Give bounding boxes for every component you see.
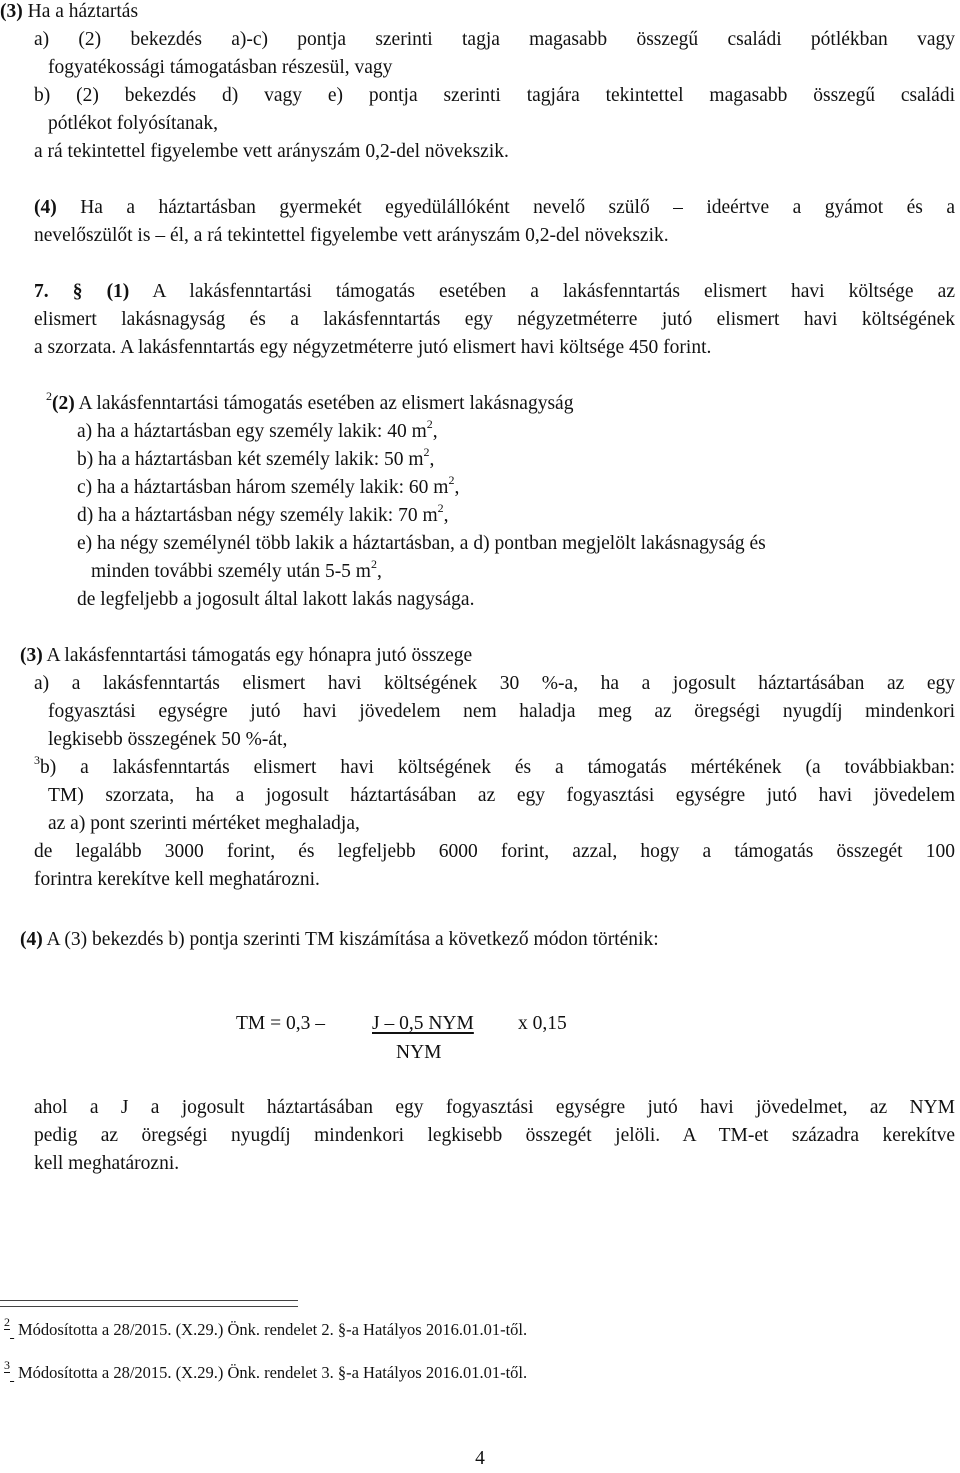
paragraph-line: fogyatékossági támogatásban részesül, vagy xyxy=(48,57,393,78)
paragraph-line: elismert lakásnagyság és a lakásfenntartás egy négyzetméterre jutó elismert havi költségének xyxy=(34,309,955,330)
formula-factor: x 0,15 xyxy=(518,1013,567,1034)
superscript: 2 xyxy=(370,557,377,571)
subsection-number: (1) xyxy=(106,281,130,302)
paragraph-text: A (3) bekezdés b) pontja szerinti TM kiszámítása a következő módon történik: xyxy=(42,929,659,950)
section-number: (4) xyxy=(34,197,57,218)
list-item xyxy=(77,446,434,474)
list-item-text: b) ha a háztartásban két személy lakik: 50 m xyxy=(77,449,424,470)
list-item-text: minden további személy után 5-5 m xyxy=(91,561,371,582)
footnote-mark: 3 xyxy=(4,1358,10,1372)
list-item xyxy=(77,418,438,446)
footnote-separator xyxy=(0,1300,298,1301)
paragraph-line: forintra kerekítve kell meghatározni. xyxy=(34,869,320,890)
paragraph-line: pedig az öregségi nyugdíj mindenkori legkisebb összegét jelöli. A TM-et századra kerekítve xyxy=(34,1125,955,1146)
paragraph-text: Ha a háztartásban gyermekét egyedülállóként nevelő szülő – ideértve a gyámot és a xyxy=(56,197,955,218)
paragraph-line: b) (2) bekezdés d) vagy e) pontja szerinti tagjára tekintettel magasabb összegű családi xyxy=(34,85,955,106)
subsection-number: (4) xyxy=(20,929,43,950)
subsection-2-intro xyxy=(46,390,573,418)
footnote-mark: 2 xyxy=(4,1315,10,1329)
punctuation: , xyxy=(454,477,460,498)
list-item-continuation xyxy=(91,558,382,586)
paragraph-number: 7. xyxy=(34,281,49,302)
section-4-line xyxy=(34,194,955,222)
punctuation: , xyxy=(429,449,435,470)
superscript: 2 xyxy=(426,417,433,431)
list-item xyxy=(77,474,459,502)
list-item-continuation: az a) pont szerinti mértéket meghaladja, xyxy=(48,813,360,834)
punctuation: , xyxy=(443,505,449,526)
paragraph-line: a) (2) bekezdés a)-c) pontja szerinti tagja magasabb összegű családi pótlékban vagy xyxy=(34,29,955,50)
paragraph-line: nevelőszülőt is – él, a rá tekintettel figyelembe vett arányszám 0,2-del növekszik. xyxy=(34,225,669,246)
footnote-ref: 2 xyxy=(46,389,52,403)
punctuation: , xyxy=(376,561,382,582)
footnote-ref: 3 xyxy=(34,753,40,767)
footnote-text: Módosította a 28/2015. (X.29.) Önk. rendelet 2. §-a Hatályos 2016.01.01-től. xyxy=(18,1320,528,1339)
page-number: 4 xyxy=(475,1448,485,1469)
list-item-text: c) ha a háztartásban három személy lakik: 60 m xyxy=(77,477,449,498)
list-item-text: d) ha a háztartásban négy személy lakik: 70 m xyxy=(77,505,438,526)
punctuation: , xyxy=(432,421,438,442)
list-item-text: a) ha a háztartásban egy személy lakik: 40 m xyxy=(77,421,427,442)
list-item-continuation: legkisebb összegének 50 %-át, xyxy=(48,729,288,750)
formula-numerator: J – 0,5 NYM xyxy=(372,1013,474,1034)
footnote xyxy=(4,1315,528,1341)
paragraph-line: kell meghatározni. xyxy=(34,1153,180,1174)
formula-denominator: NYM xyxy=(396,1042,442,1063)
paragraph-7-heading-line xyxy=(34,278,955,306)
section-3-heading xyxy=(0,0,138,26)
list-item-continuation: TM) szorzata, ha a jogosult háztartásában az egy fogyasztási egységre jutó havi jövedelem xyxy=(48,785,955,806)
list-item-text: b) a lakásfenntartás elismert havi költségének és a támogatás mértékének (a továbbiakban: xyxy=(40,757,955,778)
paragraph-text: A lakásfenntartási támogatás egy hónapra jutó összege xyxy=(42,645,473,666)
section-number: (3) xyxy=(0,1,23,22)
paragraph-line: a szorzata. A lakásfenntartás egy négyzetméterre jutó elismert havi költsége 450 forint. xyxy=(34,337,712,358)
paragraph-line: de legalább 3000 forint, és legfeljebb 6000 forint, azzal, hogy a támogatás összegét 100 xyxy=(34,841,955,862)
paragraph-text: A lakásfenntartási támogatás esetében a lakásfenntartás elismert havi költsége az xyxy=(129,281,955,302)
subsection-number: (2) xyxy=(52,393,75,414)
subsection-4-line xyxy=(20,926,659,954)
list-item xyxy=(77,502,449,530)
superscript: 2 xyxy=(437,501,444,515)
paragraph-line: ahol a J a jogosult háztartásában egy fogyasztási egységre jutó havi jövedelmet, az NYM xyxy=(34,1097,955,1118)
section-heading-text: Ha a háztartás xyxy=(22,1,139,22)
list-item-continuation: fogyasztási egységre jutó havi jövedelem nem haladja meg az öregségi nyugdíj mindenkori xyxy=(48,701,955,722)
footnote-text: Módosította a 28/2015. (X.29.) Önk. rendelet 3. §-a Hatályos 2016.01.01-től. xyxy=(18,1363,528,1382)
subsection-number: (3) xyxy=(20,645,43,666)
section-sign: § xyxy=(48,281,107,302)
formula-lhs: TM = 0,3 – xyxy=(236,1013,325,1034)
footnote-separator xyxy=(0,1306,298,1307)
paragraph-text: A lakásfenntartási támogatás esetében az elismert lakásnagyság xyxy=(74,393,574,414)
footnote xyxy=(4,1358,528,1384)
subsection-3-intro xyxy=(20,642,472,670)
paragraph-line: de legfeljebb a jogosult által lakott lakás nagysága. xyxy=(77,589,475,610)
list-item xyxy=(34,754,955,782)
paragraph-line: pótlékot folyósítanak, xyxy=(48,113,219,134)
superscript: 2 xyxy=(448,473,455,487)
list-item: e) ha négy személynél több lakik a háztartásban, a d) pontban megjelölt lakásnagyság és xyxy=(77,533,766,554)
list-item: a) a lakásfenntartás elismert havi költségének 30 %-a, ha a jogosult háztartásában az egy xyxy=(34,673,955,694)
superscript: 2 xyxy=(423,445,430,459)
paragraph-line: a rá tekintettel figyelembe vett arányszám 0,2-del növekszik. xyxy=(34,141,509,162)
